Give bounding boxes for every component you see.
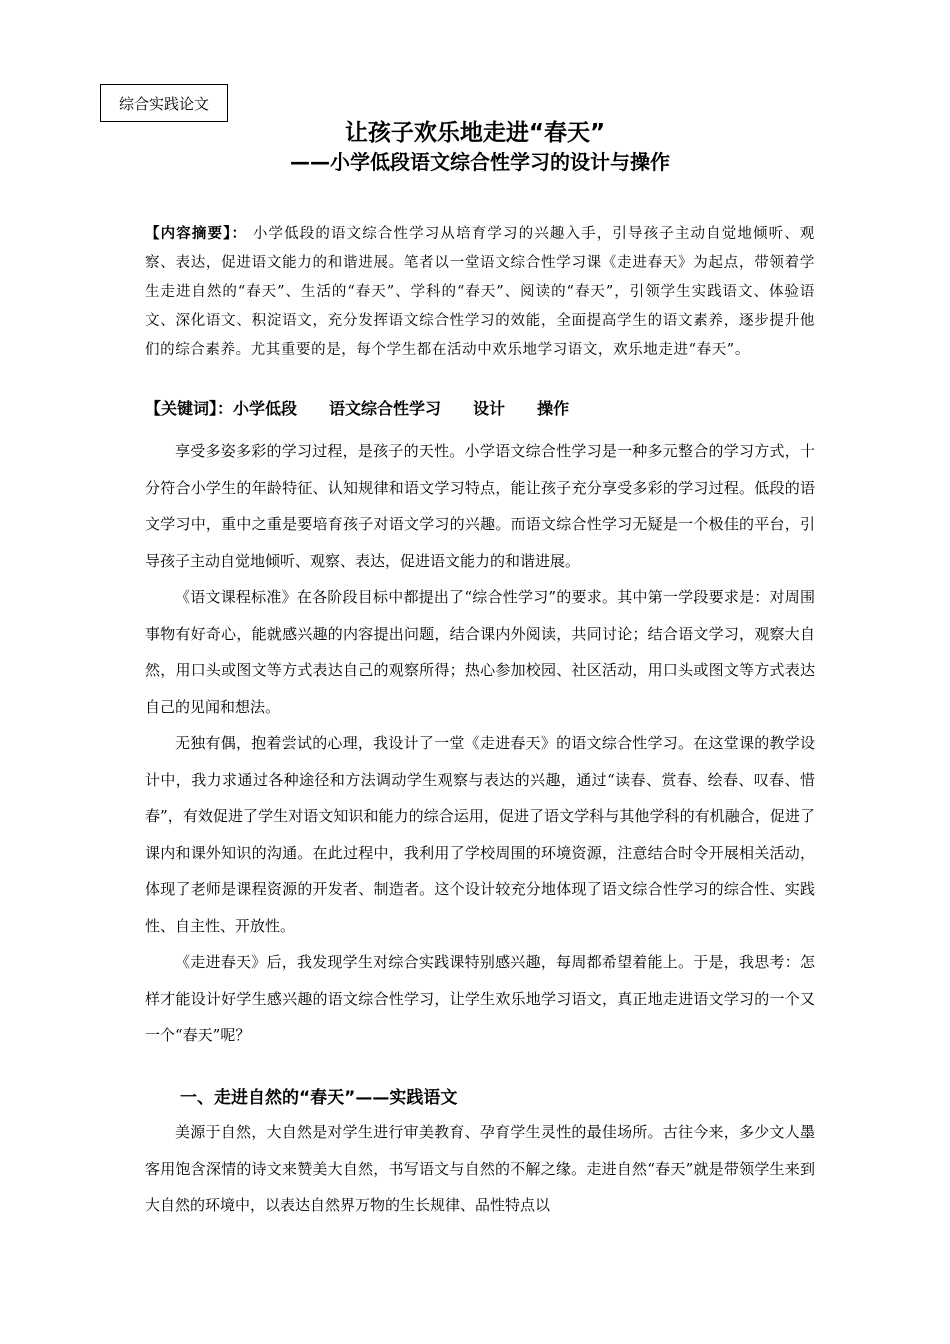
page-title: 让孩子欢乐地走进“春天” bbox=[344, 120, 606, 146]
body-text bbox=[145, 433, 815, 1054]
document-tag: 综合实践论文 bbox=[100, 84, 228, 122]
keywords-section bbox=[145, 396, 601, 419]
keyword-item: 小学低段 bbox=[233, 399, 298, 418]
body-paragraph: 无独有偶，抱着尝试的心理，我设计了一堂《走进春天》的语文综合性学习。在这堂课的教学设计中，我力求通过各种途径和方法调动学生观察与表达的兴趣，通过“读春、赏春、绘春、叹春、惜春”，有效促进了学生对语文知识和能力的综合运用，促进了语文学科与其他学科的有机融合，促进了课内和课外知识的沟通。在此过程中，我利用了学校周围的环境资源，注意结合时令开展相关活动，体现了老师是课程资源的开发者、制造者。这个设计较充分地体现了语文综合性学习的综合性、实践性、自主性、开放性。 bbox=[145, 734, 815, 935]
keyword-item: 操作 bbox=[537, 399, 570, 418]
body-paragraph: 享受多姿多彩的学习过程，是孩子的天性。小学语文综合性学习是一种多元整合的学习方式，十分符合小学生的年龄特征、认知规律和语文学习特点，能让孩子充分享受多彩的学习过程。低段的语文学习中，重中之重是要培育孩子对语文学习的兴趣。而语文综合性学习无疑是一个极佳的平台，引导孩子主动自觉地倾听、观察、表达，促进语文能力的和谐进展。 bbox=[145, 442, 815, 570]
abstract-section bbox=[145, 220, 815, 365]
section-heading: 一、走进自然的“春天”——实践语文 bbox=[180, 1088, 458, 1108]
abstract-text: 小学低段的语文综合性学习从培育学习的兴趣入手，引导孩子主动自觉地倾听、观察、表达，促进语文能力的和谐进展。笔者以一堂语文综合性学习课《走进春天》为起点，带领着学生走进自然的“春天”、生活的“春天”、学科的“春天”、阅读的“春天”，引领学生实践语文、体验语文、深化语文、积淀语文，充分发挥语文综合性学习的效能，全面提高学生的语文素养，逐步提升他们的综合素养。尤其重要的是，每个学生都在活动中欢乐地学习语文，欢乐地走进“春天”。 bbox=[145, 226, 815, 358]
abstract-label: 【内容摘要】： bbox=[145, 226, 248, 242]
keywords-label: 【关键词】： bbox=[145, 399, 234, 418]
body-paragraph: 《走进春天》后，我发现学生对综合实践课特别感兴趣，每周都希望着能上。于是，我思考：怎样才能设计好学生感兴趣的语文综合性学习，让学生欢乐地学习语文，真正地走进语文学习的一个又一个“春天”呢？ bbox=[145, 953, 815, 1044]
body-paragraph: 美源于自然，大自然是对学生进行审美教育、孕育学生灵性的最佳场所。古往今来，多少文人墨客用饱含深情的诗文来赞美大自然，书写语文与自然的不解之缘。走进自然“春天”就是带领学生来到大自然的环境中，以表达自然界万物的生长规律、品性特点以 bbox=[145, 1123, 815, 1214]
body-paragraph: 《语文课程标准》在各阶段目标中都提出了“综合性学习”的要求。其中第一学段要求是：对周围事物有好奇心，能就感兴趣的内容提出问题，结合课内外阅读，共同讨论；结合语文学习，观察大自然，用口头或图文等方式表达自己的观察所得；热心参加校园、社区活动，用口头或图文等方式表达自己的见闻和想法。 bbox=[145, 588, 815, 716]
keyword-item: 设计 bbox=[473, 399, 506, 418]
page-subtitle: ——小学低段语文综合性学习的设计与操作 bbox=[290, 150, 670, 174]
keyword-item: 语文综合性学习 bbox=[329, 399, 442, 418]
section-body bbox=[145, 1114, 815, 1224]
